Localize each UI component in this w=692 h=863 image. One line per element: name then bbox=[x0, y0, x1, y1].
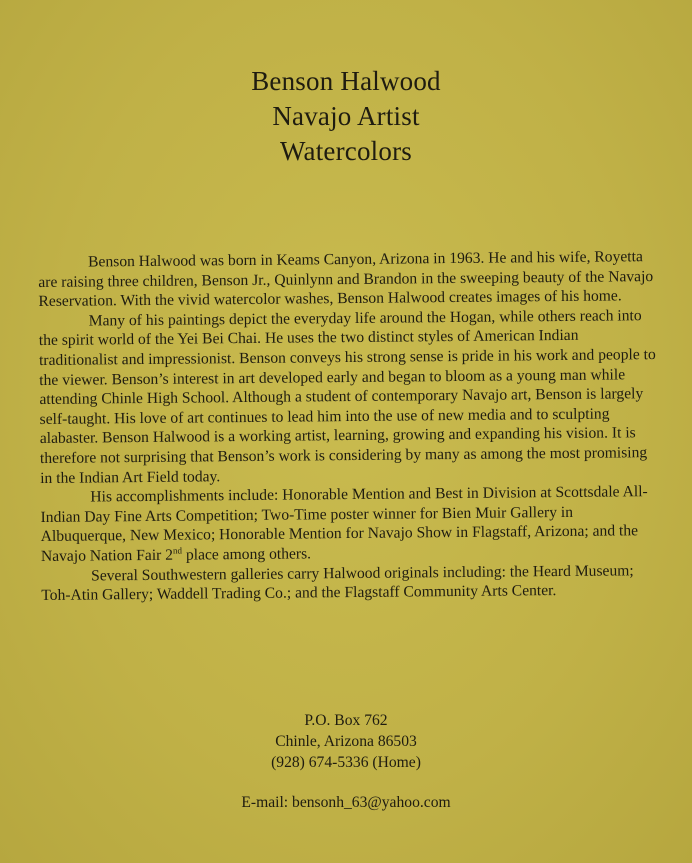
biography-paragraph-2: Many of his paintings depict the everyday life around the Hogan, while others reach into the spirit world of the Yei Bei Chai. He uses the two distinct styles of American Indian traditionalist and impressionist. Benson conveys his strong sense is pride in his work and people to the viewer. Benson’s interest in art developed early and began to bloom as a young man while attending Chinle High School. Although a student of contemporary Navajo art, Benson is largely self-taught. His love of art continues to lead him into the use of new media and to sculpting alabaster. Benson Halwood is a working artist, learning, growing and expanding his vision. It is therefore not surprising that Benson’s work is considering by many as among the most promising in the Indian Art Field today. bbox=[38, 306, 656, 487]
biography-body bbox=[38, 247, 659, 606]
phone-number: (928) 674-5336 (Home) bbox=[271, 754, 421, 771]
accomplishments-paragraph bbox=[40, 482, 659, 566]
document-title bbox=[0, 64, 692, 169]
po-box: P.O. Box 762 bbox=[304, 712, 388, 729]
biography-paragraph-1: Benson Halwood was born in Keams Canyon, Arizona in 1963. He and his wife, Royetta are raising three children, Benson Jr., Quinlynn and Brandon in the sweeping beauty of the Navajo Reservation. With the vivid watercolor washes, Benson Halwood creates images of his home. bbox=[38, 248, 654, 311]
city-address: Chinle, Arizona 86503 bbox=[275, 733, 417, 750]
artist-subtitle: Navajo Artist bbox=[272, 101, 420, 131]
galleries-paragraph: Several Southwestern galleries carry Halwood originals including: the Heard Museum; Toh-Atin Gallery; Waddell Trading Co.; and the Flagstaff Community Arts Center. bbox=[41, 561, 634, 605]
artist-name: Benson Halwood bbox=[251, 66, 441, 96]
accomplishments-text-end: place among others. bbox=[181, 545, 312, 564]
medium-title: Watercolors bbox=[280, 136, 412, 166]
ordinal-suffix: nd bbox=[172, 545, 183, 556]
email-address: E-mail: bensonh_63@yahoo.com bbox=[241, 794, 451, 811]
accomplishments-text: His accomplishments include: Honorable Mention and Best in Division at Scottsdale All-Indian Day Fine Arts Competition; Two-Time poster winner for Bien Muir Gallery in Albuquerque, New Mexico; Honorable Mention for Navajo Show in Flagstaff, Arizona; and the Navajo Nation Fair 2 bbox=[40, 483, 648, 565]
contact-block bbox=[0, 710, 692, 813]
